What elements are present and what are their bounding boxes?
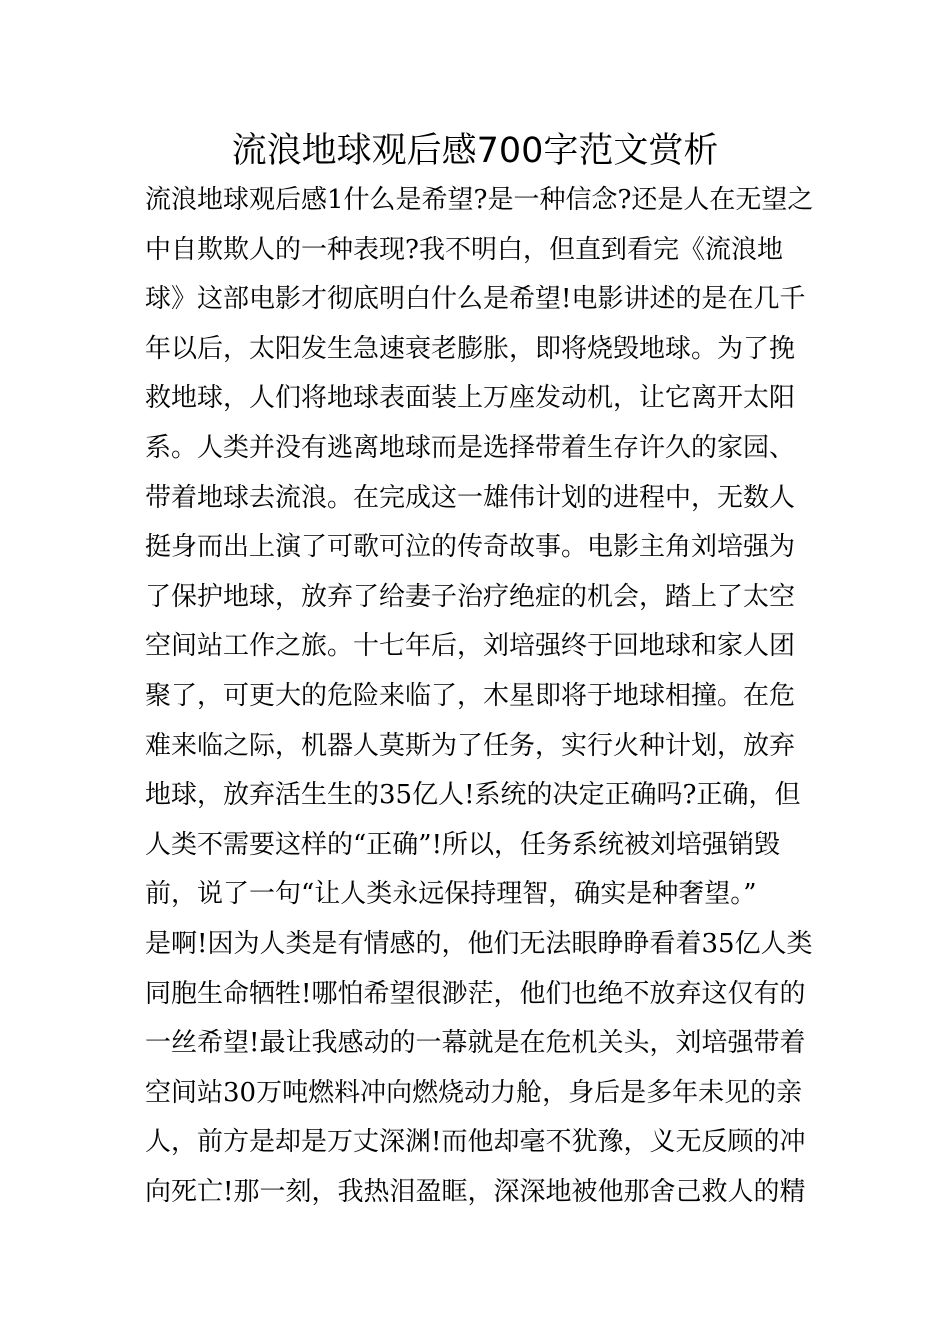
body-line: 空间站工作之旅。十七年后，刘培强终于回地球和家人团 bbox=[145, 631, 796, 662]
body-line: 难来临之际，机器人莫斯为了任务，实行火种计划，放弃 bbox=[145, 730, 796, 761]
body-line: 带着地球去流浪。在完成这一雄伟计划的进程中，无数人 bbox=[145, 482, 796, 513]
body-line: 一丝希望!最让我感动的一幕就是在危机关头，刘培强带着 bbox=[145, 1028, 806, 1059]
document-title: 流浪地球观后感700字范文赏析 bbox=[231, 131, 719, 171]
body-line: 救地球，人们将地球表面装上万座发动机，让它离开太阳 bbox=[145, 383, 796, 414]
body-line: 中自欺欺人的一种表现?我不明白，但直到看完《流浪地 bbox=[145, 234, 783, 265]
body-line: 向死亡!那一刻，我热泪盈眶，深深地被他那舍己救人的精 bbox=[145, 1176, 806, 1207]
body-line: 了保护地球，放弃了给妻子治疗绝症的机会，踏上了太空 bbox=[145, 581, 796, 612]
body-line: 年以后，太阳发生急速衰老膨胀，即将烧毁地球。为了挽 bbox=[145, 333, 796, 364]
body-line: 人类不需要这样的“正确”!所以，任务系统被刘培强销毁 bbox=[145, 829, 781, 860]
body-line: 地球，放弃活生生的35亿人!系统的决定正确吗?正确，但 bbox=[145, 780, 801, 811]
body-line: 人，前方是却是万丈深渊!而他却毫不犹豫，义无反顾的冲 bbox=[145, 1127, 806, 1158]
body-line: 聚了，可更大的危险来临了，木星即将于地球相撞。在危 bbox=[145, 680, 796, 711]
document-body bbox=[145, 176, 815, 1217]
body-line: 是啊!因为人类是有情感的，他们无法眼睁睁看着35亿人类 bbox=[145, 928, 813, 959]
body-line: 流浪地球观后感1什么是希望?是一种信念?还是人在无望之 bbox=[145, 185, 814, 215]
body-line: 前，说了一句“让人类永远保持理智，确实是种奢望。” bbox=[145, 879, 757, 910]
body-line: 系。人类并没有逃离地球而是选择带着生存许久的家园、 bbox=[145, 432, 796, 463]
body-line: 空间站30万吨燃料冲向燃烧动力舱，身后是多年未见的亲 bbox=[145, 1077, 803, 1108]
body-line: 球》这部电影才彻底明白什么是希望!电影讲述的是在几千 bbox=[145, 284, 806, 315]
body-line: 挺身而出上演了可歌可泣的传奇故事。电影主角刘培强为 bbox=[145, 532, 796, 563]
body-line: 同胞生命牺牲!哪怕希望很渺茫，他们也绝不放弃这仅有的 bbox=[145, 978, 806, 1009]
